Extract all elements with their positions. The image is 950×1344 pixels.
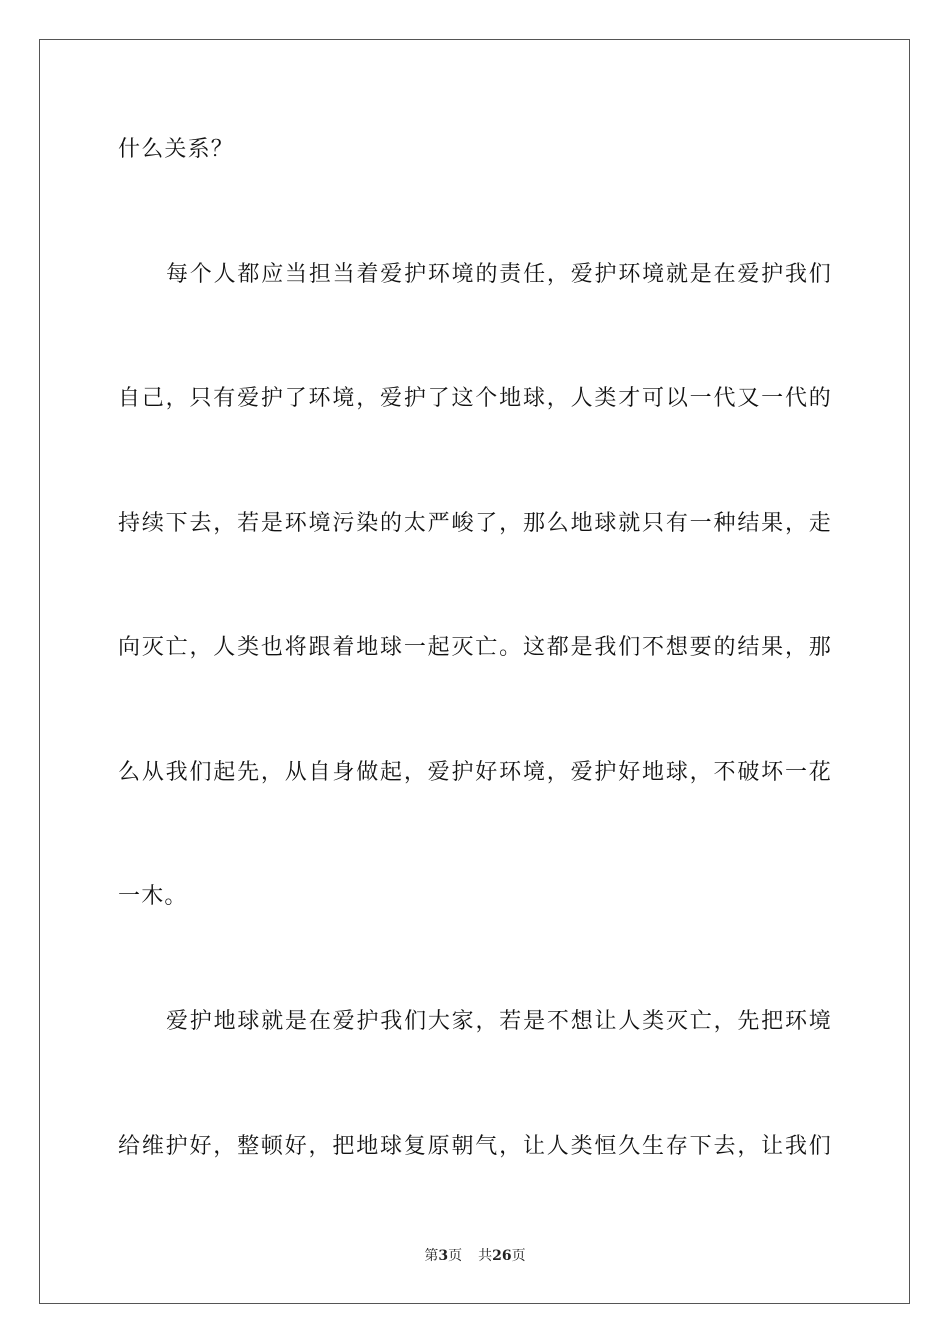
page-suffix: 页 (448, 1248, 463, 1264)
page-footer (0, 1247, 950, 1265)
page-border (39, 39, 910, 1304)
page-prefix: 第 (424, 1248, 439, 1264)
page-number: 3 (438, 1248, 449, 1264)
total-suffix: 页 (511, 1248, 526, 1264)
paragraph-line-5: 向灭亡，人类也将跟着地球一起灭亡。这都是我们不想要的结果，那 (118, 635, 832, 660)
total-prefix: 共 (478, 1248, 493, 1264)
paragraph-line-7: 一木。 (118, 884, 188, 909)
total-pages: 26 (492, 1248, 512, 1264)
paragraph-line-4: 持续下去，若是环境污染的太严峻了，那么地球就只有一种结果，走 (118, 511, 832, 536)
paragraph-line-6: 么从我们起先，从自身做起，爱护好环境，爱护好地球，不破坏一花 (118, 760, 832, 785)
paragraph-line-1: 什么关系？ (118, 137, 235, 162)
paragraph-line-9: 给维护好，整顿好，把地球复原朝气，让人类恒久生存下去，让我们 (118, 1134, 832, 1159)
paragraph-line-3: 自己，只有爱护了环境，爱护了这个地球，人类才可以一代又一代的 (118, 386, 832, 411)
paragraph-line-2: 每个人都应当担当着爱护环境的责任，爱护环境就是在爱护我们 (166, 262, 832, 287)
paragraph-line-8: 爱护地球就是在爱护我们大家，若是不想让人类灭亡，先把环境 (166, 1009, 832, 1034)
